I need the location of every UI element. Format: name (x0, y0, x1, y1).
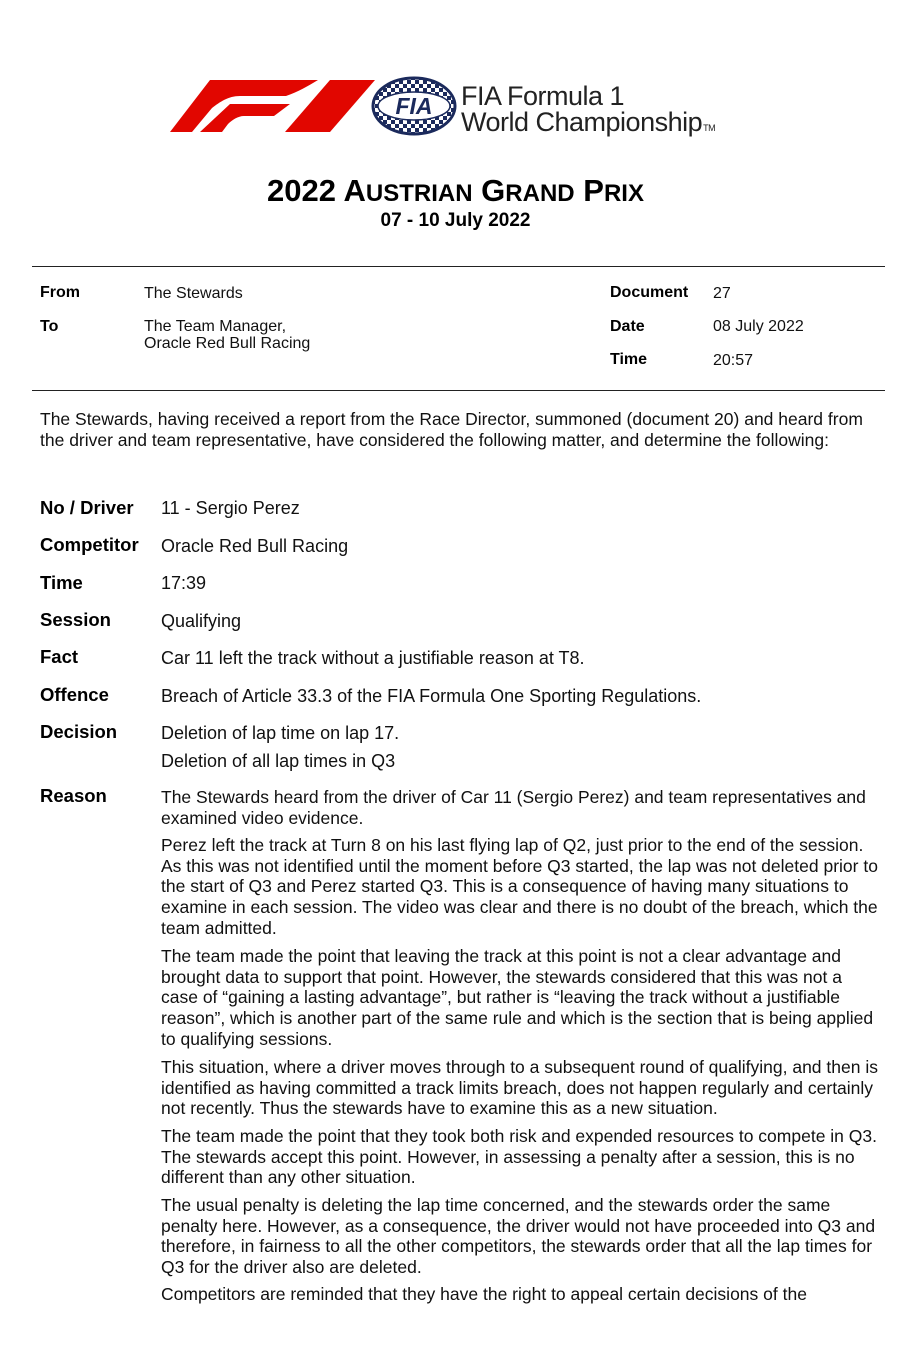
document-value: 27 (713, 285, 731, 302)
trademark: TM (703, 123, 716, 133)
brand-line-1: FIA Formula 1 (461, 81, 625, 111)
driver-value: 11 - Sergio Perez (161, 498, 300, 518)
date-value: 08 July 2022 (713, 318, 804, 335)
date-label: Date (610, 318, 645, 335)
session-value: Qualifying (161, 611, 242, 631)
reason-paragraph: Competitors are reminded that they have the right to appeal certain decisions of the (161, 1284, 807, 1304)
offence-value: Breach of Article 33.3 of the FIA Formula One Sporting Regulations. (161, 686, 702, 706)
to-label: To (40, 318, 59, 335)
competitor-value: Oracle Red Bull Racing (161, 536, 349, 556)
session-label: Session (40, 609, 111, 630)
driver-label: No / Driver (40, 497, 134, 518)
offence-label: Offence (40, 684, 109, 705)
fact-value: Car 11 left the track without a justifiable reason at T8. (161, 648, 585, 668)
reason-paragraph: This situation, where a driver moves through to a subsequent round of qualifying, and then is identified as having committed a track limits breach, does not happen regularly and certainly not recently. Thus the stewards have to examine this as a new situation. (161, 1057, 878, 1119)
event-dates: 07 - 10 July 2022 (380, 210, 531, 231)
from-value: The Stewards (144, 285, 243, 302)
incident-time-label: Time (40, 572, 83, 593)
page-title: 2022 AUSTRIAN GRAND PRIX (267, 173, 644, 208)
bottom-divider (32, 390, 885, 391)
incident-time-value: 17:39 (161, 573, 207, 593)
reason-paragraph: The Stewards heard from the driver of Car 11 (Sergio Perez) and team representatives and examined video evidence. (161, 787, 866, 828)
decision-line-2: Deletion of all lap times in Q3 (161, 751, 396, 771)
brand-line-2: World ChampionshipTM (461, 107, 716, 137)
from-label: From (40, 284, 80, 301)
competitor-label: Competitor (40, 534, 139, 555)
fact-label: Fact (40, 646, 79, 667)
time-value: 20:57 (713, 352, 754, 369)
fia-logo (371, 76, 457, 136)
time-label: Time (610, 351, 648, 368)
reason-paragraph: Perez left the track at Turn 8 on his last flying lap of Q2, just prior to the end of the session. As this was not identified until the moment before Q3 started, the lap was not deleted prior to the start of Q3 and Perez started Q3. This is a consequence of having many situations to examine in each session. The video was clear and there is no doubt of the breach, which the team admitted. (161, 835, 878, 938)
f1-logo (170, 80, 375, 132)
reason-paragraph: The team made the point that leaving the track at this point is not a clear advantage and brought data to support that point. However, the stewards considered that this was not a case of “gaining a lasting advantage”, but rather is “leaving the track without a justifiable reason”, which is another part of the same rule and which is the section that is being applied to qualifying sessions. (161, 946, 874, 1049)
reason-label: Reason (40, 785, 107, 806)
to-value-line1: The Team Manager, (144, 318, 287, 335)
reason-paragraph: The usual penalty is deleting the lap time concerned, and the stewards order the same penalty here. However, as a consequence, the driver would not have proceeded into Q3 and therefore, in fairness to all the other competitors, the stewards order that all the lap times for Q3 for the driver also are deleted. (161, 1195, 876, 1278)
intro-paragraph: The Stewards, having received a report from the Race Director, summoned (document 20) and heard from the driver and team representative, have considered the following matter, and determine the following: (40, 409, 863, 450)
decision-line-1: Deletion of lap time on lap 17. (161, 723, 400, 743)
to-value-line2: Oracle Red Bull Racing (144, 335, 311, 352)
svg-text:FIA: FIA (395, 93, 433, 119)
document-label: Document (610, 284, 689, 301)
reason-paragraph: The team made the point that they took both risk and expended resources to compete in Q3. The stewards accept this point. However, in assessing a penalty after a session, this is no different than any other situation. (161, 1126, 877, 1188)
top-divider (32, 266, 885, 267)
decision-label: Decision (40, 721, 118, 742)
